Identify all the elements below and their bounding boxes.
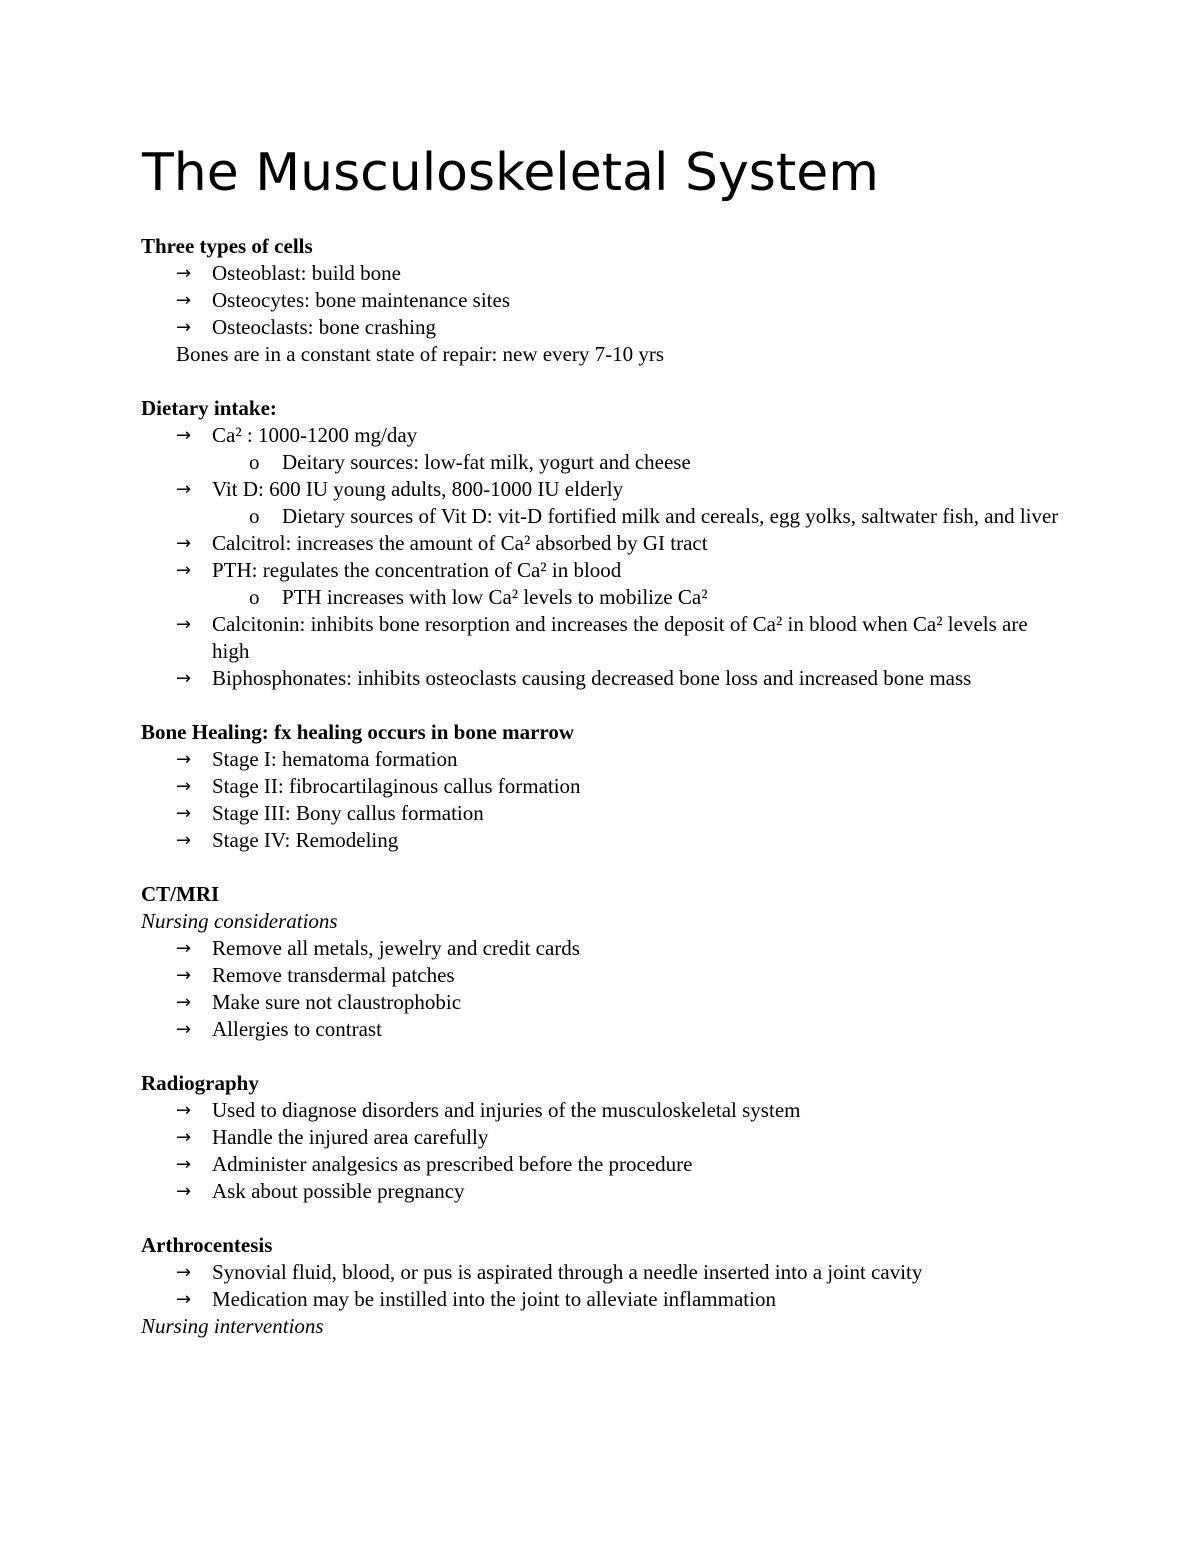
list-item bbox=[141, 773, 1061, 800]
section-heading: Arthrocentesis bbox=[141, 1233, 273, 1257]
sub-list-item-text: PTH increases with low Ca² levels to mobilize Ca² bbox=[282, 585, 708, 609]
arrow-bullet-icon: → bbox=[176, 1100, 192, 1121]
arrow-bullet-icon: → bbox=[176, 560, 192, 581]
list-item-text: Used to diagnose disorders and injuries of the musculoskeletal system bbox=[212, 1098, 801, 1122]
list-item-text: Calcitrol: increases the amount of Ca² absorbed by GI tract bbox=[212, 531, 708, 555]
circle-bullet-icon: o bbox=[249, 504, 260, 528]
list-item bbox=[141, 935, 1061, 962]
page-title: The Musculoskeletal System bbox=[142, 143, 879, 203]
section bbox=[141, 719, 1061, 854]
list-item-text: Ca² : 1000-1200 mg/day bbox=[212, 423, 418, 447]
section-heading: Bone Healing: fx healing occurs in bone marrow bbox=[141, 720, 575, 744]
list-item-text: Stage III: Bony callus formation bbox=[212, 801, 484, 825]
section bbox=[141, 233, 1061, 368]
list-item bbox=[141, 314, 1061, 341]
list-item-text: Stage I: hematoma formation bbox=[212, 747, 458, 771]
section-heading: Dietary intake: bbox=[141, 396, 277, 420]
list-item-text: Calcitonin: inhibits bone resorption and increases the deposit of Ca² in blood when Ca² levels are high bbox=[212, 612, 1028, 663]
arrow-bullet-icon: → bbox=[176, 1154, 192, 1175]
arrow-bullet-icon: → bbox=[176, 938, 192, 959]
list-item bbox=[141, 1124, 1061, 1151]
section bbox=[141, 395, 1061, 692]
section-heading: CT/MRI bbox=[141, 882, 220, 906]
list-item-text: Synovial fluid, blood, or pus is aspirated through a needle inserted into a joint cavity bbox=[212, 1260, 923, 1284]
list-item bbox=[141, 1178, 1061, 1205]
list-item bbox=[141, 422, 1061, 449]
list-item bbox=[141, 746, 1061, 773]
circle-bullet-icon: o bbox=[249, 585, 260, 609]
list-item bbox=[141, 530, 1061, 557]
sub-list-item bbox=[141, 449, 1061, 476]
list-item bbox=[141, 827, 1061, 854]
arrow-bullet-icon: → bbox=[176, 992, 192, 1013]
list-item bbox=[141, 1016, 1061, 1043]
section-heading: Three types of cells bbox=[141, 234, 313, 258]
list-item bbox=[141, 1097, 1061, 1124]
list-item bbox=[141, 1286, 1061, 1313]
arrow-bullet-icon: → bbox=[176, 290, 192, 311]
list-item bbox=[141, 557, 1061, 584]
arrow-bullet-icon: → bbox=[176, 803, 192, 824]
arrow-bullet-icon: → bbox=[176, 1127, 192, 1148]
arrow-bullet-icon: → bbox=[176, 830, 192, 851]
list-item-text: Ask about possible pregnancy bbox=[212, 1179, 465, 1203]
list-item-text: Administer analgesics as prescribed before the procedure bbox=[212, 1152, 693, 1176]
list-item bbox=[141, 287, 1061, 314]
list-item bbox=[141, 665, 1061, 692]
list-item bbox=[141, 800, 1061, 827]
arrow-bullet-icon: → bbox=[176, 263, 192, 284]
section-subheading: Nursing interventions bbox=[141, 1314, 324, 1338]
section-heading: Radiography bbox=[141, 1071, 259, 1095]
list-item bbox=[141, 1259, 1061, 1286]
list-item bbox=[141, 476, 1061, 503]
arrow-bullet-icon: → bbox=[176, 533, 192, 554]
arrow-bullet-icon: → bbox=[176, 479, 192, 500]
list-item-text: Remove transdermal patches bbox=[212, 963, 455, 987]
arrow-bullet-icon: → bbox=[176, 965, 192, 986]
section bbox=[141, 1232, 1061, 1340]
list-item-text: Vit D: 600 IU young adults, 800-1000 IU elderly bbox=[212, 477, 624, 501]
list-item-text: Allergies to contrast bbox=[212, 1017, 382, 1041]
list-item bbox=[141, 962, 1061, 989]
list-item-text: Osteoblast: build bone bbox=[212, 261, 401, 285]
list-item-text: Make sure not claustrophobic bbox=[212, 990, 462, 1014]
document-body bbox=[141, 233, 1061, 1367]
sub-list-item bbox=[141, 584, 1061, 611]
list-item-text: Medication may be instilled into the joint to alleviate inflammation bbox=[212, 1287, 776, 1311]
list-item-text: Osteocytes: bone maintenance sites bbox=[212, 288, 510, 312]
list-item-text: Stage II: fibrocartilaginous callus formation bbox=[212, 774, 581, 798]
list-item-text: Handle the injured area carefully bbox=[212, 1125, 489, 1149]
list-item-text: Stage IV: Remodeling bbox=[212, 828, 399, 852]
arrow-bullet-icon: → bbox=[176, 1289, 192, 1310]
arrow-bullet-icon: → bbox=[176, 776, 192, 797]
arrow-bullet-icon: → bbox=[176, 425, 192, 446]
sub-list-item-text: Deitary sources: low-fat milk, yogurt and cheese bbox=[282, 450, 691, 474]
section-note: Bones are in a constant state of repair: new every 7-10 yrs bbox=[176, 342, 665, 366]
arrow-bullet-icon: → bbox=[176, 317, 192, 338]
sub-list-item bbox=[141, 503, 1061, 530]
list-item bbox=[141, 1151, 1061, 1178]
list-item-text: Remove all metals, jewelry and credit cards bbox=[212, 936, 580, 960]
arrow-bullet-icon: → bbox=[176, 1262, 192, 1283]
list-item-text: PTH: regulates the concentration of Ca² in blood bbox=[212, 558, 622, 582]
arrow-bullet-icon: → bbox=[176, 749, 192, 770]
circle-bullet-icon: o bbox=[249, 450, 260, 474]
arrow-bullet-icon: → bbox=[176, 1019, 192, 1040]
list-item-text: Biphosphonates: inhibits osteoclasts causing decreased bone loss and increased bone mass bbox=[212, 666, 972, 690]
sub-list-item-text: Dietary sources of Vit D: vit-D fortified milk and cereals, egg yolks, saltwater fish, and liver bbox=[282, 504, 1059, 528]
section bbox=[141, 881, 1061, 1043]
list-item bbox=[141, 989, 1061, 1016]
section-subheading: Nursing considerations bbox=[141, 909, 338, 933]
arrow-bullet-icon: → bbox=[176, 668, 192, 689]
section bbox=[141, 1070, 1061, 1205]
list-item-text: Osteoclasts: bone crashing bbox=[212, 315, 436, 339]
arrow-bullet-icon: → bbox=[176, 1181, 192, 1202]
arrow-bullet-icon: → bbox=[176, 614, 192, 635]
list-item bbox=[141, 611, 1061, 665]
list-item bbox=[141, 260, 1061, 287]
